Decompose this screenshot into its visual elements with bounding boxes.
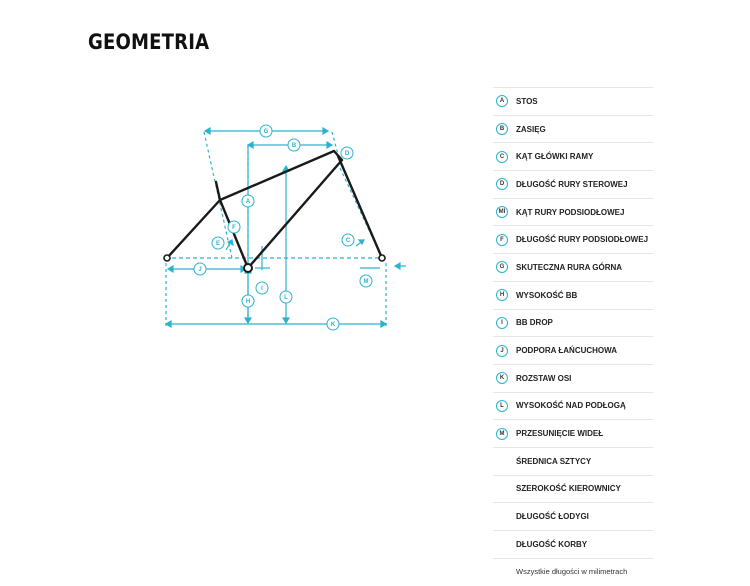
- legend-label: DŁUGOŚĆ KORBY: [516, 539, 588, 549]
- marker-a-label: A: [245, 199, 251, 206]
- dim-k-arrow-left: [166, 321, 171, 327]
- marker-h-label: H: [245, 299, 251, 306]
- marker-c-label: C: [345, 238, 351, 245]
- legend-row: [493, 199, 653, 227]
- legend-label: ROZSTAW OSI: [516, 373, 572, 383]
- legend-row: [493, 254, 653, 282]
- dim-b-arrow-left: [248, 142, 253, 148]
- legend-row: [493, 226, 653, 254]
- legend-key-badge: [496, 511, 508, 523]
- bottom-bracket: [244, 264, 252, 272]
- legend-row: [493, 448, 653, 476]
- page-title: GEOMETRIA: [88, 30, 210, 54]
- legend-row: [493, 531, 653, 559]
- legend-label: SKUTECZNA RURA GÓRNA: [516, 262, 623, 272]
- marker-k-label: K: [330, 322, 336, 329]
- legend-key-badge: M: [496, 428, 508, 440]
- legend-row: [493, 476, 653, 504]
- legend-label: KĄT GŁÓWKI RAMY: [516, 152, 594, 162]
- legend-label: DŁUGOŚĆ ŁODYGI: [516, 512, 589, 522]
- dim-g-arrow-left: [205, 128, 210, 134]
- legend-key-badge: [496, 538, 508, 550]
- marker-j-label: J: [198, 267, 202, 274]
- legend-row: [493, 143, 653, 171]
- marker-m-label: M: [363, 279, 369, 286]
- legend-row: [493, 171, 653, 199]
- marker-b-label: B: [291, 143, 297, 150]
- dim-k-arrow-right: [381, 321, 386, 327]
- legend-row: [493, 310, 653, 338]
- legend-key-badge: [496, 483, 508, 495]
- frame-top-tube: [220, 151, 334, 200]
- front-axle: [379, 255, 385, 261]
- geometry-legend: [493, 87, 653, 559]
- dim-j-arrow-left: [168, 266, 173, 272]
- legend-key-badge: [496, 455, 508, 467]
- legend-key-badge: G: [496, 261, 508, 273]
- legend-row: [493, 116, 653, 144]
- legend-label: SZEROKOŚĆ KIEROWNICY: [516, 484, 621, 494]
- legend-row: [493, 365, 653, 393]
- dim-g-arrow-right: [323, 128, 328, 134]
- legend-row: [493, 88, 653, 116]
- units-footnote: Wszystkie długości w milimetrach: [516, 567, 628, 576]
- marker-i-label: I: [261, 286, 263, 293]
- legend-label: PRZESUNIĘCIE WIDEŁ: [516, 429, 604, 439]
- marker-l-label: L: [284, 295, 288, 302]
- legend-label: DŁUGOŚĆ RURY PODSIODŁOWEJ: [516, 235, 649, 245]
- legend-key-badge: I: [496, 317, 508, 329]
- legend-label: PODPORA ŁAŃCUCHOWA: [516, 346, 618, 356]
- legend-key-badge: C: [496, 151, 508, 163]
- legend-key-badge: D: [496, 178, 508, 190]
- dim-b-arrow-right: [327, 142, 332, 148]
- marker-e-label: E: [215, 241, 221, 248]
- legend-key-badge: L: [496, 400, 508, 412]
- legend-label: WYSOKOŚĆ BB: [516, 290, 578, 300]
- legend-row: [493, 393, 653, 421]
- legend-key-badge: F: [496, 234, 508, 246]
- legend-label: KĄT RURY PODSIODŁOWEJ: [516, 207, 625, 217]
- marker-g-label: G: [263, 129, 269, 136]
- legend-key-badge: H: [496, 289, 508, 301]
- bike-geometry-diagram: [160, 118, 410, 338]
- legend-row: [493, 282, 653, 310]
- legend-key-badge: B: [496, 123, 508, 135]
- front-axle-arrowhead: [395, 263, 400, 269]
- legend-key-badge: K: [496, 372, 508, 384]
- rear-axle: [164, 255, 170, 261]
- marker-f-label: F: [232, 225, 236, 232]
- legend-key-badge: J: [496, 345, 508, 357]
- legend-label: WYSOKOŚĆ NAD PODŁOGĄ: [516, 401, 626, 411]
- legend-label: ZASIĘG: [516, 124, 546, 134]
- legend-row: [493, 337, 653, 365]
- dim-l-arrow-bottom: [283, 318, 289, 323]
- legend-label: ŚREDNICA SZTYCY: [516, 456, 592, 466]
- legend-key-badge: A: [496, 95, 508, 107]
- legend-key-badge: MI: [496, 206, 508, 218]
- legend-label: STOS: [516, 96, 538, 106]
- legend-row: [493, 420, 653, 448]
- legend-label: BB DROP: [516, 318, 553, 328]
- legend-row: [493, 503, 653, 531]
- legend-label: DŁUGOŚĆ RURY STEROWEJ: [516, 179, 628, 189]
- marker-d-label: D: [344, 151, 350, 158]
